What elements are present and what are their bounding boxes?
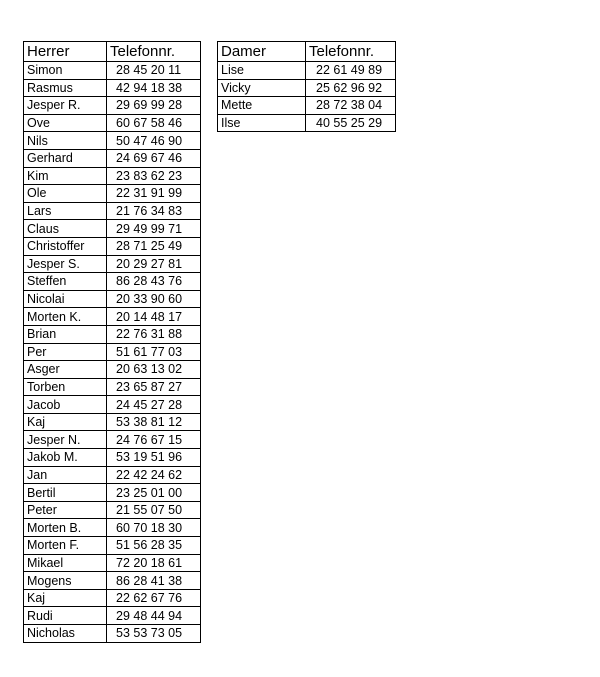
- contact-name-cell: Kaj: [24, 589, 107, 607]
- table-row: [218, 62, 396, 80]
- phone-number-cell: 51 61 77 03: [107, 343, 201, 361]
- table-row: [24, 167, 201, 185]
- phone-number-cell: 24 76 67 15: [107, 431, 201, 449]
- table-row: [24, 449, 201, 467]
- contact-name-cell: Jakob M.: [24, 449, 107, 467]
- table-row: [24, 114, 201, 132]
- phone-number-cell: 22 42 24 62: [107, 466, 201, 484]
- phone-number-cell: 60 70 18 30: [107, 519, 201, 537]
- phone-number-cell: 51 56 28 35: [107, 537, 201, 555]
- column-header-phone: Telefonnr.: [306, 42, 396, 62]
- table-row: [24, 255, 201, 273]
- contact-name-cell: Jesper S.: [24, 255, 107, 273]
- table-row: [24, 484, 201, 502]
- contact-name-cell: Per: [24, 343, 107, 361]
- column-header-name: Damer: [218, 42, 306, 62]
- table-row: [24, 62, 201, 80]
- phone-number-cell: 28 45 20 11: [107, 62, 201, 80]
- table-header-row: [218, 42, 396, 62]
- phone-number-cell: 24 69 67 46: [107, 149, 201, 167]
- table-row: [24, 308, 201, 326]
- contact-name-cell: Jan: [24, 466, 107, 484]
- men-phone-table: [23, 41, 201, 643]
- women-phone-table: [217, 41, 396, 132]
- contact-name-cell: Ove: [24, 114, 107, 132]
- table-row: [24, 396, 201, 414]
- phone-number-cell: 86 28 43 76: [107, 273, 201, 291]
- contact-name-cell: Lise: [218, 62, 306, 80]
- contact-name-cell: Mogens: [24, 572, 107, 590]
- phone-number-cell: 53 19 51 96: [107, 449, 201, 467]
- phone-number-cell: 21 55 07 50: [107, 501, 201, 519]
- phone-number-cell: 28 72 38 04: [306, 97, 396, 115]
- phone-number-cell: 22 62 67 76: [107, 589, 201, 607]
- table-row: [24, 537, 201, 555]
- phone-number-cell: 20 63 13 02: [107, 361, 201, 379]
- table-row: [24, 361, 201, 379]
- phone-number-cell: 60 67 58 46: [107, 114, 201, 132]
- phone-number-cell: 20 33 90 60: [107, 290, 201, 308]
- men-table-body: [24, 62, 201, 643]
- contact-name-cell: Morten K.: [24, 308, 107, 326]
- column-header-name: Herrer: [24, 42, 107, 62]
- table-row: [24, 220, 201, 238]
- contact-name-cell: Steffen: [24, 273, 107, 291]
- table-row: [24, 501, 201, 519]
- table-row: [24, 79, 201, 97]
- phone-number-cell: 23 25 01 00: [107, 484, 201, 502]
- phone-number-cell: 20 14 48 17: [107, 308, 201, 326]
- contact-name-cell: Peter: [24, 501, 107, 519]
- table-row: [24, 378, 201, 396]
- phone-number-cell: 22 31 91 99: [107, 185, 201, 203]
- contact-name-cell: Mette: [218, 97, 306, 115]
- contact-name-cell: Claus: [24, 220, 107, 238]
- contact-name-cell: Rasmus: [24, 79, 107, 97]
- contact-name-cell: Ilse: [218, 114, 306, 132]
- table-header-row: [24, 42, 201, 62]
- column-header-phone: Telefonnr.: [107, 42, 201, 62]
- table-row: [218, 114, 396, 132]
- contact-name-cell: Kaj: [24, 413, 107, 431]
- phone-number-cell: 29 48 44 94: [107, 607, 201, 625]
- phone-number-cell: 22 76 31 88: [107, 325, 201, 343]
- phone-number-cell: 29 69 99 28: [107, 97, 201, 115]
- phone-number-cell: 24 45 27 28: [107, 396, 201, 414]
- table-row: [24, 97, 201, 115]
- table-row: [24, 607, 201, 625]
- phone-number-cell: 21 76 34 83: [107, 202, 201, 220]
- phone-number-cell: 53 53 73 05: [107, 625, 201, 643]
- phone-number-cell: 20 29 27 81: [107, 255, 201, 273]
- contact-name-cell: Nils: [24, 132, 107, 150]
- phone-number-cell: 23 65 87 27: [107, 378, 201, 396]
- phone-number-cell: 22 61 49 89: [306, 62, 396, 80]
- table-row: [24, 132, 201, 150]
- contact-name-cell: Kim: [24, 167, 107, 185]
- contact-name-cell: Nicolai: [24, 290, 107, 308]
- contact-name-cell: Morten F.: [24, 537, 107, 555]
- contact-name-cell: Brian: [24, 325, 107, 343]
- contact-name-cell: Jacob: [24, 396, 107, 414]
- women-table-body: [218, 62, 396, 132]
- contact-name-cell: Torben: [24, 378, 107, 396]
- contact-name-cell: Nicholas: [24, 625, 107, 643]
- table-row: [24, 185, 201, 203]
- contact-name-cell: Ole: [24, 185, 107, 203]
- table-row: [24, 149, 201, 167]
- table-row: [24, 290, 201, 308]
- contact-name-cell: Jesper N.: [24, 431, 107, 449]
- table-row: [218, 97, 396, 115]
- phone-number-cell: 25 62 96 92: [306, 79, 396, 97]
- contact-name-cell: Jesper R.: [24, 97, 107, 115]
- table-row: [24, 466, 201, 484]
- phone-number-cell: 28 71 25 49: [107, 237, 201, 255]
- table-row: [24, 572, 201, 590]
- contact-name-cell: Mikael: [24, 554, 107, 572]
- phone-number-cell: 86 28 41 38: [107, 572, 201, 590]
- contact-name-cell: Bertil: [24, 484, 107, 502]
- table-row: [24, 589, 201, 607]
- contact-name-cell: Morten B.: [24, 519, 107, 537]
- table-row: [24, 413, 201, 431]
- contact-name-cell: Rudi: [24, 607, 107, 625]
- contact-name-cell: Gerhard: [24, 149, 107, 167]
- contact-name-cell: Asger: [24, 361, 107, 379]
- table-row: [24, 237, 201, 255]
- table-row: [24, 625, 201, 643]
- table-row: [24, 325, 201, 343]
- contact-name-cell: Simon: [24, 62, 107, 80]
- table-row: [24, 343, 201, 361]
- phone-number-cell: 29 49 99 71: [107, 220, 201, 238]
- table-row: [24, 519, 201, 537]
- contact-name-cell: Vicky: [218, 79, 306, 97]
- contact-name-cell: Lars: [24, 202, 107, 220]
- phone-number-cell: 50 47 46 90: [107, 132, 201, 150]
- table-row: [24, 554, 201, 572]
- table-row: [24, 273, 201, 291]
- phone-number-cell: 40 55 25 29: [306, 114, 396, 132]
- table-row: [24, 431, 201, 449]
- contact-name-cell: Christoffer: [24, 237, 107, 255]
- phone-number-cell: 53 38 81 12: [107, 413, 201, 431]
- phone-number-cell: 72 20 18 61: [107, 554, 201, 572]
- phone-number-cell: 23 83 62 23: [107, 167, 201, 185]
- phone-number-cell: 42 94 18 38: [107, 79, 201, 97]
- table-row: [218, 79, 396, 97]
- table-row: [24, 202, 201, 220]
